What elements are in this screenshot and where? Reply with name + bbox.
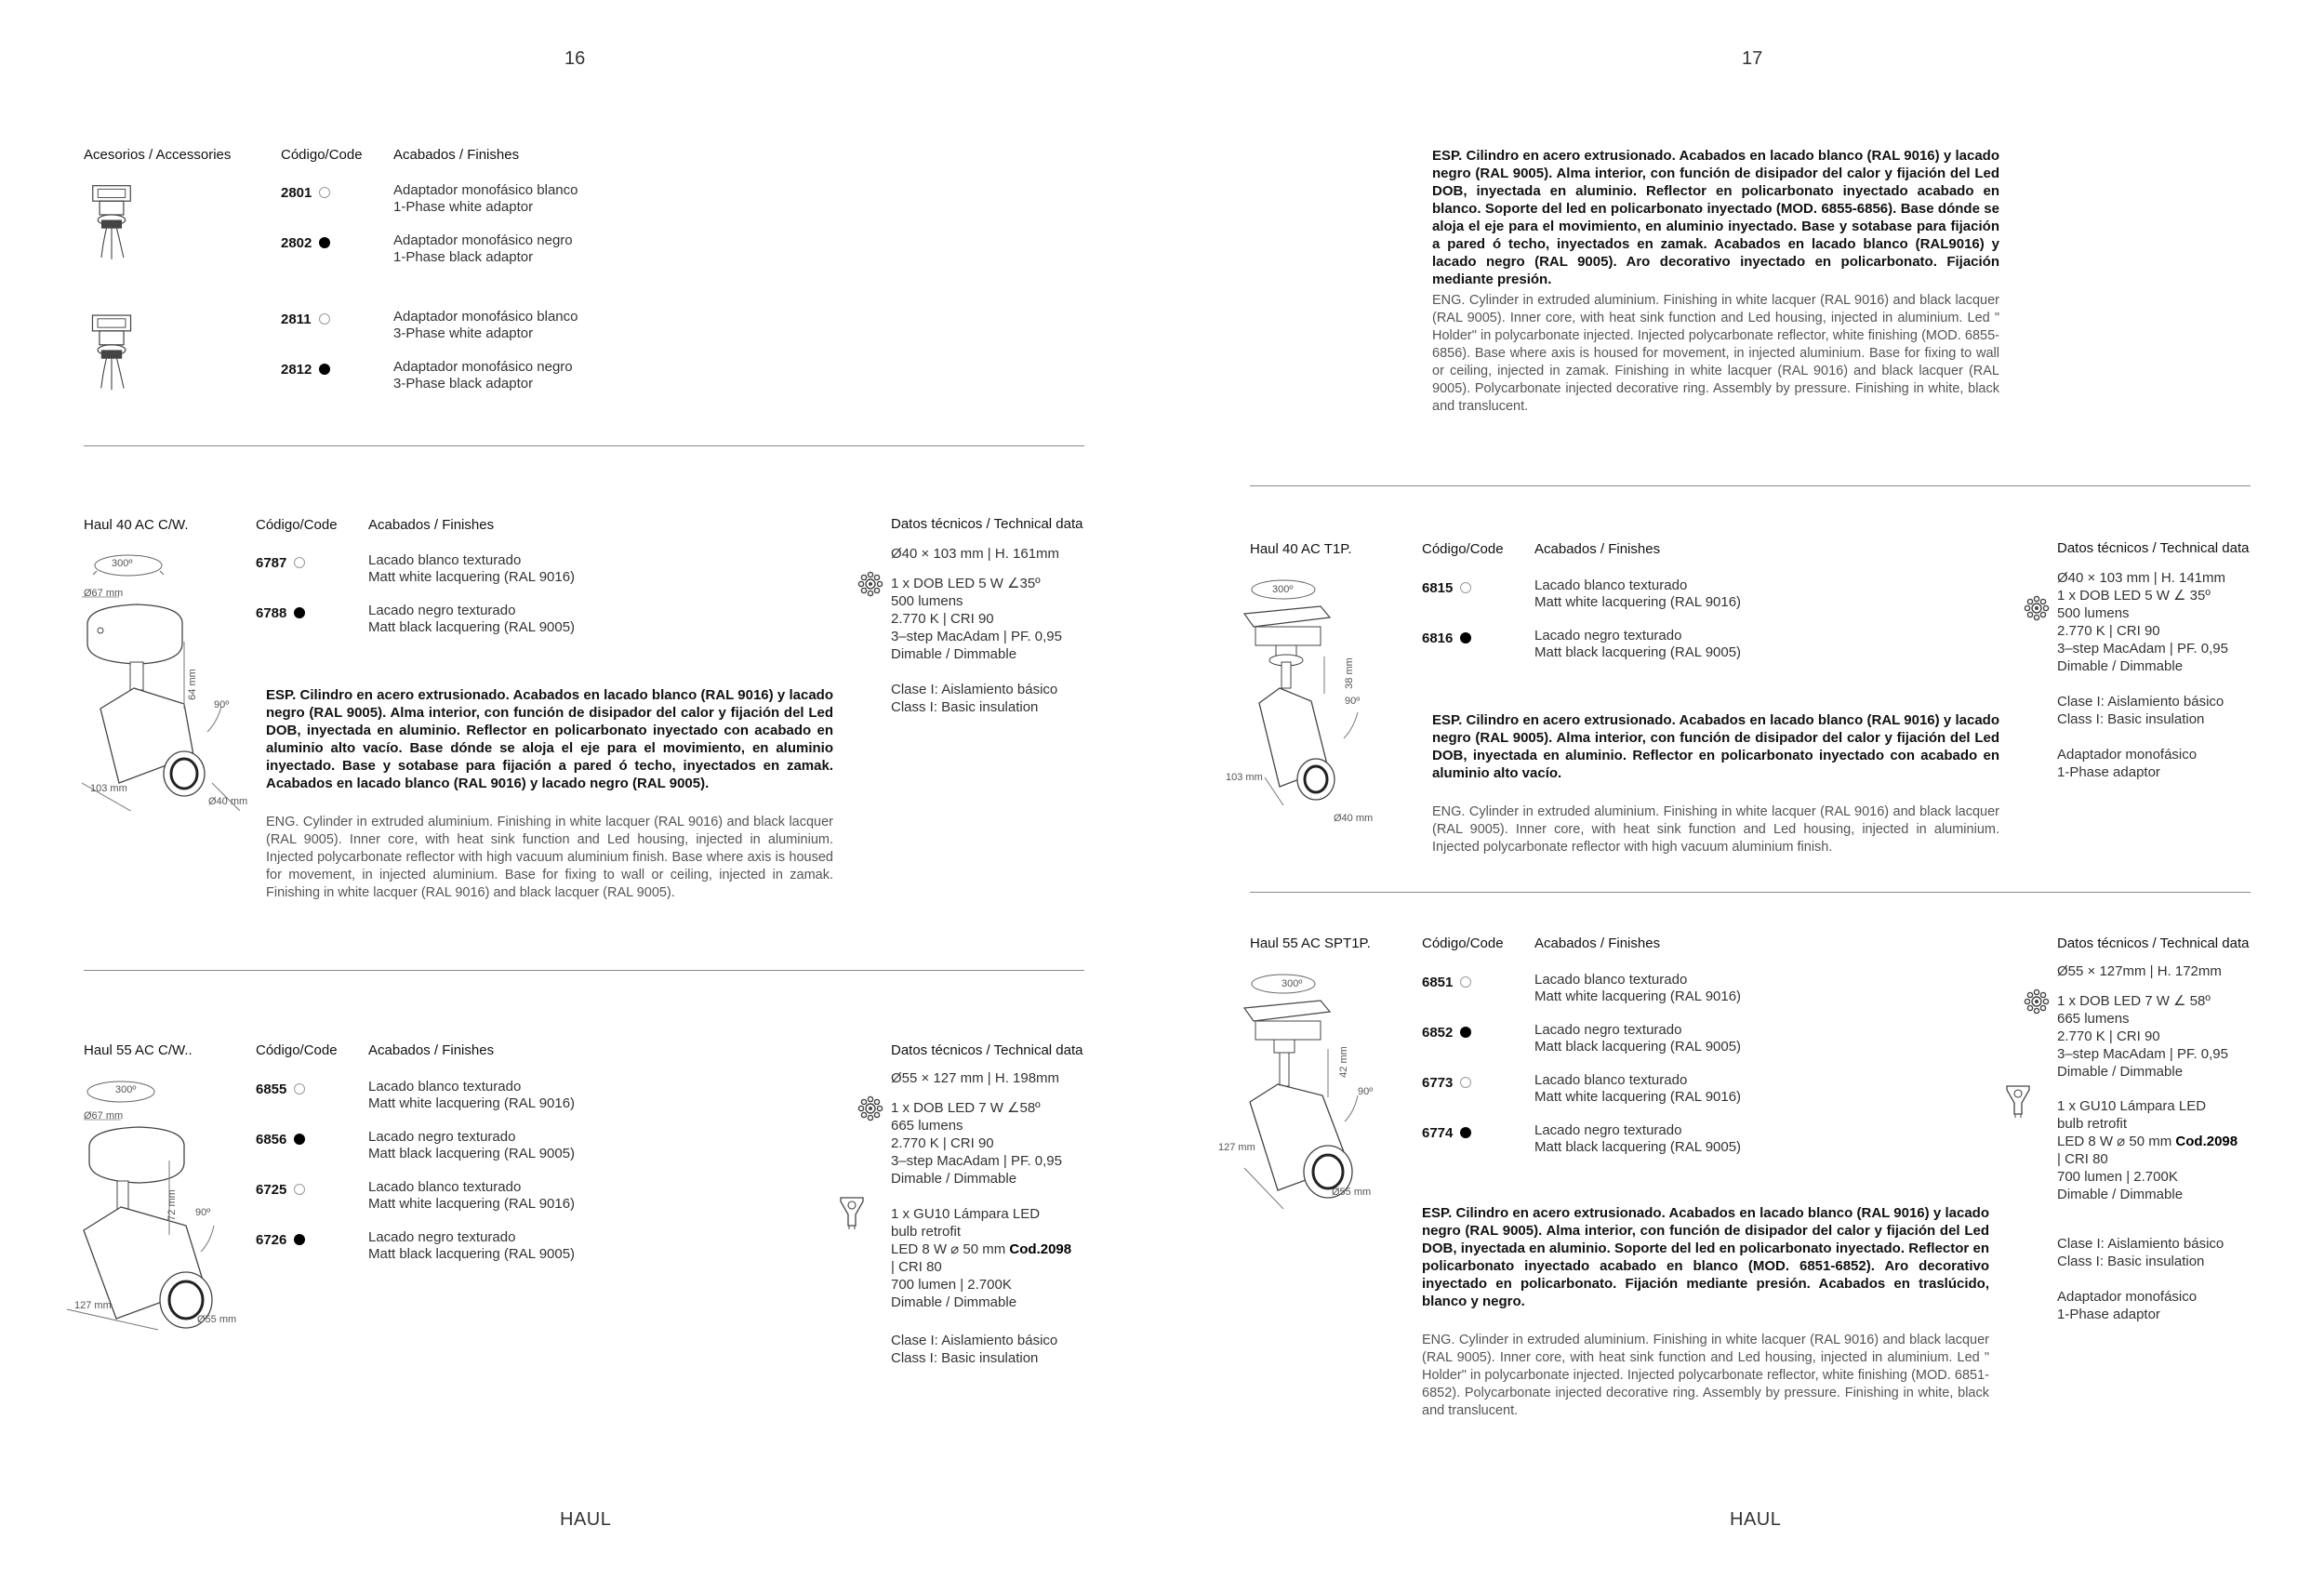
black-finish-swatch <box>1460 632 1471 644</box>
tech-class: Clase I: Aislamiento básico Class I: Basic insulation <box>2057 1236 2224 1269</box>
code-6726: 6726 <box>256 1232 305 1248</box>
description-en: ENG. Cylinder in extruded aluminium. Finishing in white lacquer (RAL 9016) and black lacquer (RAL 9005). Inner core, with heat sink function and Led housing, injected in aluminium. Injected polycarbonate reflector with high vacuum aluminium finish. <box>1432 804 1999 855</box>
finish-2811: Adaptador monofásico blanco 3-Phase white adaptor <box>393 309 578 341</box>
finish-header: Acabados / Finishes <box>1534 541 1661 557</box>
divider <box>1250 892 2251 893</box>
accessories-header: Acesorios / Accessories <box>84 147 232 163</box>
finish-6855: Lacado blanco texturado Matt white lacquering (RAL 9016) <box>368 1079 576 1111</box>
finish-6726: Lacado negro texturado Matt black lacquering (RAL 9005) <box>368 1229 576 1262</box>
white-finish-swatch <box>1460 1077 1471 1088</box>
length-label: 127 mm <box>1218 1142 1255 1153</box>
footer-left: HAUL <box>560 1509 612 1530</box>
code-6852: 6852 <box>1422 1025 1471 1041</box>
code-6773: 6773 <box>1422 1075 1471 1091</box>
intro-description-en: ENG. Cylinder in extruded aluminium. Finishing in white lacquer (RAL 9016) and black lacquer (RAL 9005). Inner core, with heat sink function and Led housing, injected in aluminium. Led " Holder" in polycarbonate injected. Injected polycarbonate reflector, white finishing (MOD. 6855-6856). Base where axis is housed for movement, in injected aluminium. Base for fixing to wall or ceiling, injected in zamak. Finishing in white lacquer (RAL 9016) and black lacquer (RAL 9005). Polycarbonate injected decorative ring. Assembly by pressure. Finishing in white, black and translucent. <box>1432 293 1999 414</box>
tilt-label: 90º <box>214 699 230 710</box>
tech-adaptor: Adaptador monofásico 1-Phase adaptor <box>2057 1289 2198 1322</box>
1-phase-adaptor-drawing <box>86 182 138 268</box>
height-label: 64 mm <box>186 669 198 700</box>
rotation-label: 300º <box>115 1084 137 1095</box>
finish-2812: Adaptador monofásico negro 3-Phase black adaptor <box>393 359 573 391</box>
white-finish-swatch <box>1460 976 1471 988</box>
finish-6774: Lacado negro texturado Matt black lacquering (RAL 9005) <box>1534 1122 1742 1155</box>
tech-header: Datos técnicos / Technical data <box>891 516 1083 532</box>
tech-class: Clase I: Aislamiento básico Class I: Basic insulation <box>2057 694 2224 727</box>
diameter-label: Ø40 mm <box>1334 813 1374 824</box>
white-finish-swatch <box>294 1184 305 1195</box>
description-en: ENG. Cylinder in extruded aluminium. Finishing in white lacquer (RAL 9016) and black lacquer (RAL 9005). Inner core, with heat sink function and Led housing, injected in aluminium. Led " Holder" in polycarbonate injected. Injected polycarbonate reflector, white finishing (MOD. 6851-6852). Polycarbonate injected decorative ring. Assembly by pressure. Finishing in white, black and translucent. <box>1422 1333 1989 1418</box>
haul-40-track-drawing <box>1228 573 1414 824</box>
code-6788: 6788 <box>256 605 305 621</box>
haul-55-track-drawing <box>1218 967 1414 1209</box>
description-es: ESP. Cilindro en acero extrusionado. Acabados en lacado blanco (RAL 9016) y lacado negro (RAL 9005). Alma interior, con función de disipador del calor y fijación del Led DOB, inyectada en aluminio. Soporte del led en policarbonato inyectado. Reflector en policarbonato inyectado acabado en blanco (MOD. 6851-6852). Aro decorativo inyectado en policarbonato. Fijación mediante presión. Acabados en traslúcido, blanco y negro. <box>1422 1205 1989 1309</box>
led-chip-icon <box>857 1095 883 1121</box>
finish-6851: Lacado blanco texturado Matt white lacquering (RAL 9016) <box>1534 972 1742 1004</box>
code-header: Código/Code <box>256 517 338 533</box>
black-finish-swatch <box>319 237 330 248</box>
white-finish-swatch <box>319 187 330 198</box>
divider <box>84 445 1084 446</box>
white-finish-swatch <box>1460 582 1471 593</box>
tech-led: Ø40 × 103 mm | H. 141mm 1 x DOB LED 5 W ∠ 35º 500 lumens 2.770 K | CRI 90 3–step MacAdam | PF. 0,95 Dimable / Dimmable <box>2057 570 2228 674</box>
code-header: Código/Code <box>256 1042 338 1058</box>
diameter-label: Ø55 mm <box>197 1314 237 1325</box>
height-label: 38 mm <box>1343 657 1355 689</box>
length-label: 103 mm <box>1226 772 1263 783</box>
rotation-label: 300º <box>1272 584 1294 595</box>
length-label: 103 mm <box>90 783 127 794</box>
black-finish-swatch <box>294 1134 305 1145</box>
white-finish-swatch <box>294 557 305 568</box>
page-number-left: 16 <box>564 48 586 69</box>
description-es: ESP. Cilindro en acero extrusionado. Acabados en lacado blanco (RAL 9016) y lacado negro (RAL 9005). Alma interior, con función de disipador del calor y fijación del Led DOB, inyectada en aluminio. Reflector en policarbonato inyectado con acabado en aluminio alto vacío. <box>1432 712 1999 781</box>
page-number-right: 17 <box>1742 48 1763 69</box>
white-finish-swatch <box>319 313 330 325</box>
white-finish-swatch <box>294 1083 305 1095</box>
code-2812: 2812 <box>281 362 330 378</box>
finish-6815: Lacado blanco texturado Matt white lacquering (RAL 9016) <box>1534 577 1742 610</box>
code-header: Código/Code <box>1422 935 1504 951</box>
finish-6773: Lacado blanco texturado Matt white lacquering (RAL 9016) <box>1534 1072 1742 1105</box>
code-2802: 2802 <box>281 235 330 251</box>
code-6816: 6816 <box>1422 630 1471 646</box>
description-es: ESP. Cilindro en acero extrusionado. Acabados en lacado blanco (RAL 9016) y lacado negro (RAL 9005). Alma interior, con función de disipador del calor y fijación del Led DOB, inyectada en aluminio. Reflector en policarbonato inyectado con acabado en aluminio alto vacío. Base dónde se aloja el eje para el movimiento, en aluminio inyectado. Base y sotabase para fijación a pared ó techo, inyectados en zamak. Acabados en lacado blanco (RAL 9016) y lacado negro (RAL 9005). <box>266 687 833 791</box>
tech-header: Datos técnicos / Technical data <box>2057 540 2250 556</box>
footer-right: HAUL <box>1730 1509 1782 1530</box>
diameter-label: Ø40 mm <box>208 796 248 807</box>
code-6725: 6725 <box>256 1182 305 1198</box>
tech-header: Datos técnicos / Technical data <box>2057 935 2250 951</box>
diameter-top-label: Ø67 mm <box>84 1110 124 1121</box>
tech-led: 1 x DOB LED 5 W ∠35º 500 lumens 2.770 K | CRI 90 3–step MacAdam | PF. 0,95 Dimable / Dimmable <box>891 576 1062 662</box>
black-finish-swatch <box>294 607 305 618</box>
tech-header: Datos técnicos / Technical data <box>891 1042 1083 1058</box>
tech-class: Clase I: Aislamiento básico Class I: Basic insulation <box>891 1333 1058 1366</box>
tech-led: 1 x DOB LED 7 W ∠58º 665 lumens 2.770 K | CRI 90 3–step MacAdam | PF. 0,95 Dimable / Dimmable <box>891 1100 1062 1187</box>
code-2811: 2811 <box>281 312 330 327</box>
tech-dimensions: Ø40 × 103 mm | H. 161mm <box>891 546 1060 562</box>
code-6856: 6856 <box>256 1132 305 1148</box>
led-chip-icon <box>2024 989 2050 1015</box>
finish-6816: Lacado negro texturado Matt black lacquering (RAL 9005) <box>1534 628 1742 660</box>
finish-2802: Adaptador monofásico negro 1-Phase black adaptor <box>393 232 573 265</box>
black-finish-swatch <box>1460 1127 1471 1138</box>
intro-description-es: ESP. Cilindro en acero extrusionado. Acabados en lacado blanco (RAL 9016) y lacado negro (RAL 9005). Alma interior, con función de disipador del calor y fijación del Led DOB, inyectada en aluminio. Reflector en policarbonato inyectado acabado en blanco. Soporte del led en policarbonato inyectado (MOD. 6855-6856). Base dónde se aloja el eje para el movimiento, en aluminio inyectado. Base y sotabase para fijación a pared ó techo, inyectados en zamak. Acabados en lacado blanco (RAL9016) y lacado negro (RAL 9005). Aro decorativo inyectado en policarbonato. Fijación mediante presión. <box>1432 148 1999 287</box>
accessories-finish-header: Acabados / Finishes <box>393 147 520 163</box>
code-6815: 6815 <box>1422 580 1471 596</box>
code-6774: 6774 <box>1422 1125 1471 1141</box>
product-name: Haul 40 AC T1P. <box>1250 541 1352 557</box>
rotation-label: 300º <box>112 558 133 569</box>
product-name: Haul 40 AC C/W. <box>84 517 189 533</box>
tilt-label: 90º <box>1358 1086 1374 1097</box>
black-finish-swatch <box>319 364 330 375</box>
3-phase-adaptor-drawing <box>86 309 138 402</box>
black-finish-swatch <box>1460 1027 1471 1038</box>
rotation-label: 300º <box>1282 978 1303 989</box>
diameter-label: Ø55 mm <box>1332 1187 1372 1198</box>
tech-gu10: 1 x GU10 Lámpara LED bulb retrofit LED 8 W ⌀ 50 mm Cod.2098 | CRI 80 700 lumen | 2.700K Dimable / Dimmable <box>891 1206 1072 1310</box>
finish-6787: Lacado blanco texturado Matt white lacquering (RAL 9016) <box>368 552 576 585</box>
gu10-bulb-icon <box>835 1194 872 1231</box>
black-finish-swatch <box>294 1234 305 1245</box>
tilt-label: 90º <box>1345 696 1361 707</box>
finish-6852: Lacado negro texturado Matt black lacquering (RAL 9005) <box>1534 1022 1742 1055</box>
finish-header: Acabados / Finishes <box>368 517 495 533</box>
description-en: ENG. Cylinder in extruded aluminium. Finishing in white lacquer (RAL 9016) and black lacquer (RAL 9005). Inner core, with heat sink function and Led housing, injected in aluminium. Injected polycarbonate reflector with high vacuum aluminium finish. Base where axis is housed for movement, in injected aluminium. Base for fixing to wall or ceiling, injected in zamak. Finishing in white lacquer (RAL 9016) and black lacquer (RAL 9005). <box>266 815 833 900</box>
tech-led: 1 x DOB LED 7 W ∠ 58º 665 lumens 2.770 K | CRI 90 3–step MacAdam | PF. 0,95 Dimable / Dimmable <box>2057 993 2228 1080</box>
finish-6856: Lacado negro texturado Matt black lacquering (RAL 9005) <box>368 1129 576 1161</box>
accessories-code-header: Código/Code <box>281 147 363 163</box>
finish-6725: Lacado blanco texturado Matt white lacquering (RAL 9016) <box>368 1179 576 1212</box>
tech-dimensions: Ø55 × 127 mm | H. 198mm <box>891 1070 1060 1086</box>
height-label: 72 mm <box>166 1189 178 1221</box>
code-6855: 6855 <box>256 1081 305 1097</box>
length-label: 127 mm <box>74 1300 112 1311</box>
tech-gu10: 1 x GU10 Lámpara LED bulb retrofit LED 8 W ⌀ 50 mm Cod.2098 | CRI 80 700 lumen | 2.700K Dimable / Dimmable <box>2057 1098 2238 1202</box>
code-2801: 2801 <box>281 185 330 201</box>
finish-2801: Adaptador monofásico blanco 1-Phase white adaptor <box>393 182 578 215</box>
finish-header: Acabados / Finishes <box>1534 935 1661 951</box>
led-chip-icon <box>2024 595 2050 621</box>
code-6787: 6787 <box>256 555 305 571</box>
tech-dimensions: Ø55 × 127mm | H. 172mm <box>2057 963 2222 979</box>
product-name: Haul 55 AC SPT1P. <box>1250 935 1371 951</box>
divider <box>1250 485 2251 486</box>
code-header: Código/Code <box>1422 541 1504 557</box>
tech-adaptor: Adaptador monofásico 1-Phase adaptor <box>2057 747 2198 780</box>
diameter-top-label: Ø67 mm <box>84 588 124 599</box>
product-name: Haul 55 AC C/W.. <box>84 1042 193 1058</box>
led-chip-icon <box>857 571 883 597</box>
divider <box>84 970 1084 971</box>
height-label: 42 mm <box>1337 1046 1349 1078</box>
finish-6788: Lacado negro texturado Matt black lacquering (RAL 9005) <box>368 603 576 635</box>
code-6851: 6851 <box>1422 975 1471 990</box>
tilt-label: 90º <box>195 1207 211 1218</box>
gu10-bulb-icon <box>2001 1082 2038 1120</box>
tech-class: Clase I: Aislamiento básico Class I: Basic insulation <box>891 682 1058 715</box>
finish-header: Acabados / Finishes <box>368 1042 495 1058</box>
